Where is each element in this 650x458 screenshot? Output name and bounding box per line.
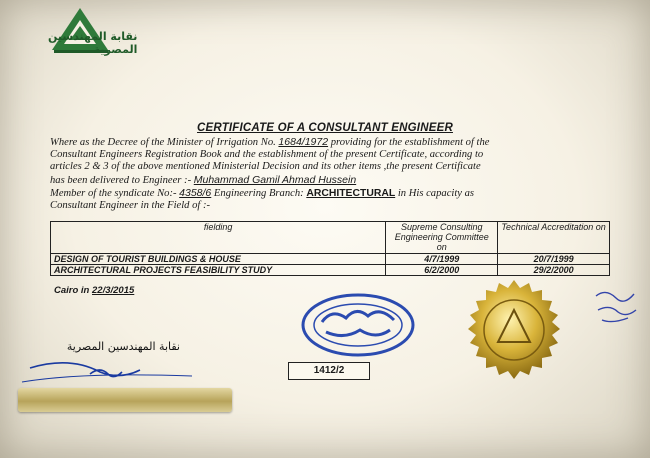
table-header-row (51, 222, 610, 254)
signature-icon (20, 348, 200, 388)
gold-seal-icon (458, 278, 570, 390)
row-field: DESIGN OF TOURIST BUILDINGS & HOUSE (51, 254, 386, 265)
row-committee-date: 4/7/1999 (386, 254, 498, 265)
gold-name-plate (18, 388, 232, 412)
row-accreditation-date: 29/2/2000 (498, 265, 610, 276)
fields-table (50, 221, 610, 276)
certificate-title: CERTIFICATE OF A CONSULTANT ENGINEER (197, 122, 453, 134)
certificate-body: Where as the Decree of the Minister of Irrigation No. 1684/1972 providing for the establishment of the Consultant Engineers Registration Book and the establishment of the present Certificate, according to articles 2 & 3 of the above mentioned Ministerial Decision and its other items ,the present Certificate has been delivered to Engineer :- Muhammad Gamil Ahmad Hussein Member of the syndicate No:- 4358/6 Engineering Branch: ARCHITECTURAL in His capacity as Consultant Engineer in the Field of :- (50, 136, 490, 212)
handwritten-note-icon (592, 286, 642, 328)
row-committee-date: 6/2/2000 (386, 265, 498, 276)
syndicate-number: 4358/6 (179, 186, 212, 199)
header-accreditation: Technical Accreditation on (498, 222, 610, 254)
header-field: fielding (51, 222, 386, 254)
engineer-name: Muhammad Gamil Ahmad Hussein (193, 173, 357, 186)
issue-date: Cairo in 22/3/2015 (54, 285, 135, 296)
table-row (51, 254, 610, 265)
stamp-number: 1412/2 (288, 362, 370, 380)
logo-arabic-text: نقابة المهندسين المصرية (48, 30, 138, 56)
row-accreditation-date: 20/7/1999 (498, 254, 610, 265)
row-field: ARCHITECTURAL PROJECTS FEASIBILITY STUDY (51, 265, 386, 276)
branch-value: ARCHITECTURAL (306, 187, 396, 199)
decree-number: 1684/1972 (278, 136, 329, 148)
table-row (51, 265, 610, 276)
blue-stamp-icon (300, 292, 416, 358)
arabic-signatory: نقابة المهندسين المصرية (66, 340, 180, 353)
header-committee: Supreme Consulting Engineering Committee on (386, 222, 498, 254)
